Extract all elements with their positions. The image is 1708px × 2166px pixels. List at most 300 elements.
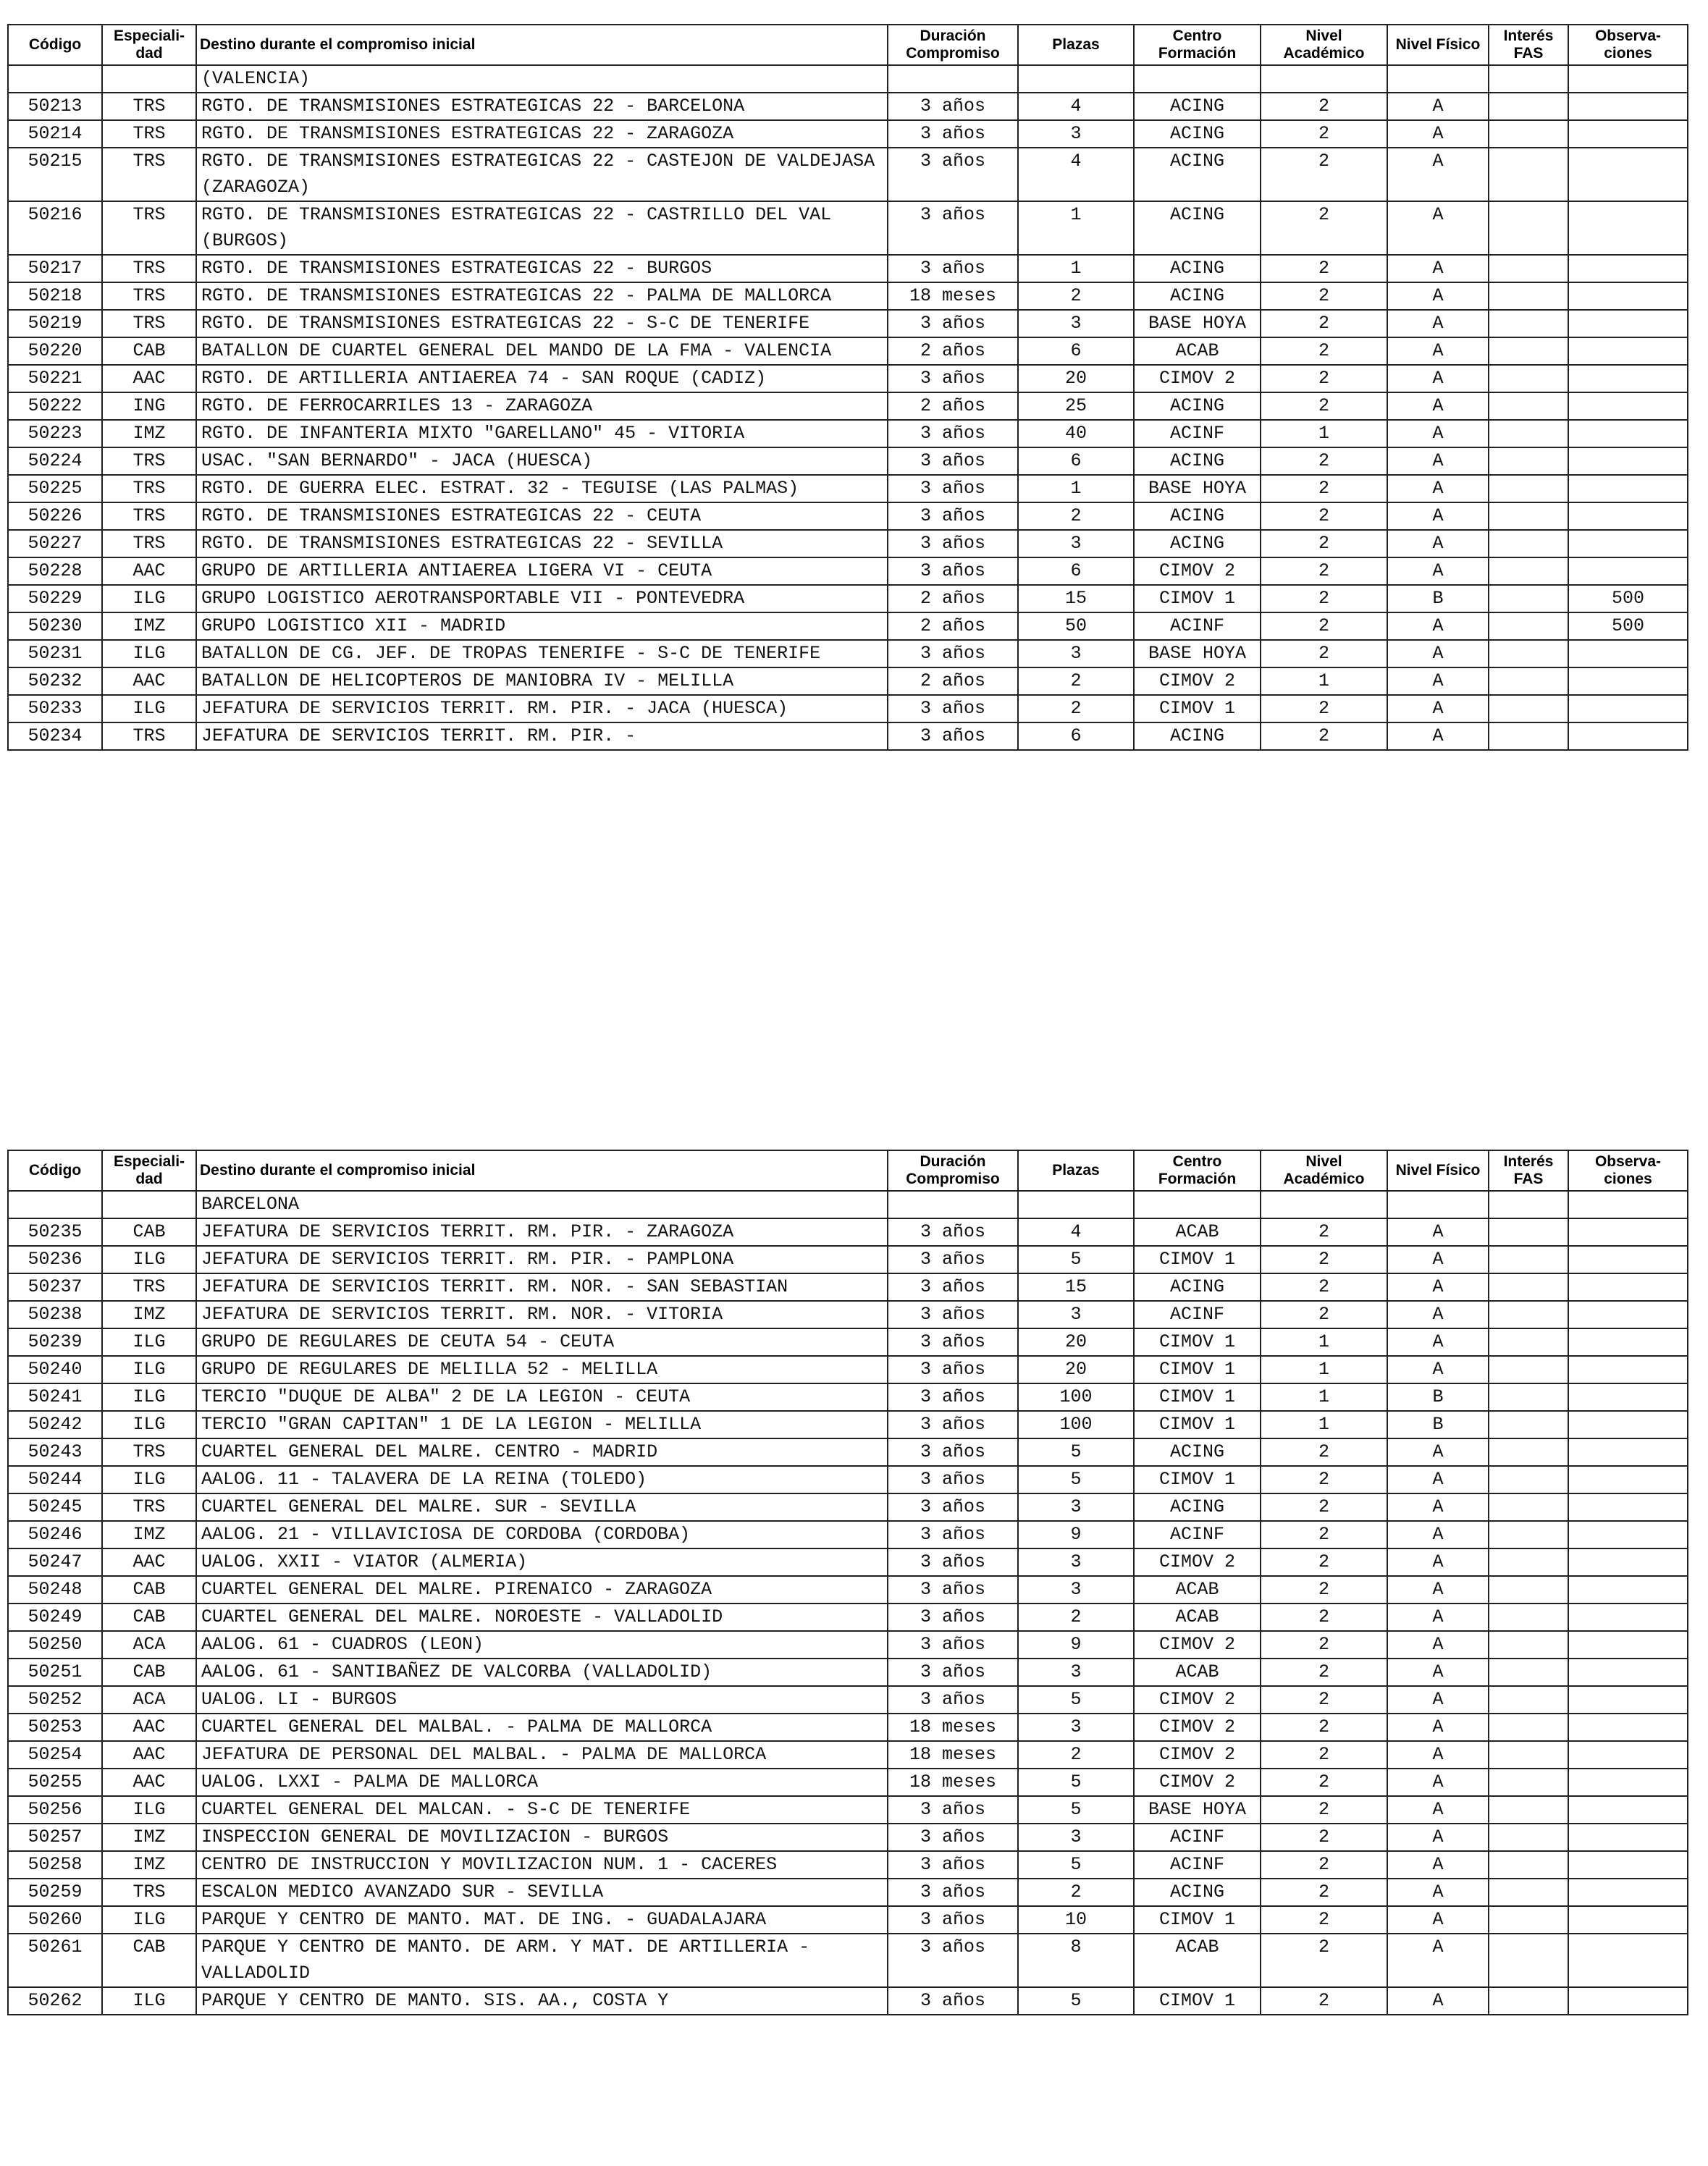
cell-centro: ACING	[1134, 392, 1261, 420]
cell-nivel-fisico: B	[1387, 585, 1489, 612]
cell-duracion: 3 años	[888, 1906, 1018, 1934]
cell-destino: UALOG. XXII - VIATOR (ALMERIA)	[196, 1548, 888, 1576]
cell-interes-fas	[1489, 201, 1568, 255]
cell-interes-fas	[1489, 1246, 1568, 1273]
cell-observaciones	[1568, 1851, 1688, 1879]
cell-centro: CIMOV 2	[1134, 1769, 1261, 1796]
table-row	[8, 1796, 1688, 1824]
cell-nivel-academico: 1	[1261, 1411, 1387, 1438]
cell-nivel-fisico: A	[1387, 557, 1489, 585]
cell-centro: BASE HOYA	[1134, 640, 1261, 667]
cell-observaciones	[1568, 310, 1688, 337]
cell-especialidad: AAC	[102, 365, 196, 392]
cell-observaciones	[1568, 557, 1688, 585]
cell-nivel-fisico: A	[1387, 1906, 1489, 1934]
cell-centro: ACING	[1134, 148, 1261, 201]
header-observaciones: Observa-ciones	[1568, 1150, 1688, 1191]
cell-especialidad: TRS	[102, 148, 196, 201]
table-row	[8, 255, 1688, 282]
cell-especialidad: AAC	[102, 1714, 196, 1741]
cell-destino: CUARTEL GENERAL DEL MALBAL. - PALMA DE MALLORCA	[196, 1714, 888, 1741]
cell-nivel-academico: 2	[1261, 1521, 1387, 1548]
cell-nivel-academico: 2	[1261, 1659, 1387, 1686]
header-codigo: Código	[8, 1150, 102, 1191]
cell-nivel-academico	[1261, 65, 1387, 93]
cell-duracion: 18 meses	[888, 1714, 1018, 1741]
cell-destino: JEFATURA DE SERVICIOS TERRIT. RM. NOR. - VITORIA	[196, 1301, 888, 1328]
cell-observaciones	[1568, 1466, 1688, 1493]
cell-interes-fas	[1489, 1824, 1568, 1851]
cell-plazas: 2	[1018, 282, 1134, 310]
cell-especialidad: TRS	[102, 1879, 196, 1906]
cell-plazas: 5	[1018, 1246, 1134, 1273]
table-row	[8, 1934, 1688, 1987]
destinations-table-2	[7, 1150, 1688, 2015]
cell-nivel-fisico: A	[1387, 502, 1489, 530]
cell-especialidad: TRS	[102, 447, 196, 475]
cell-interes-fas	[1489, 1191, 1568, 1218]
cell-destino: JEFATURA DE SERVICIOS TERRIT. RM. PIR. - PAMPLONA	[196, 1246, 888, 1273]
header-nivel-fisico: Nivel Físico	[1387, 25, 1489, 65]
cell-destino: RGTO. DE TRANSMISIONES ESTRATEGICAS 22 - BURGOS	[196, 255, 888, 282]
cell-duracion: 3 años	[888, 1659, 1018, 1686]
cell-especialidad: IMZ	[102, 1851, 196, 1879]
cell-duracion: 3 años	[888, 1246, 1018, 1273]
cell-duracion: 3 años	[888, 120, 1018, 148]
cell-nivel-fisico: A	[1387, 392, 1489, 420]
cell-observaciones	[1568, 1741, 1688, 1769]
cell-observaciones	[1568, 530, 1688, 557]
cell-nivel-academico: 2	[1261, 1906, 1387, 1934]
cell-especialidad: ILG	[102, 1383, 196, 1411]
cell-especialidad: TRS	[102, 93, 196, 120]
cell-codigo: 50235	[8, 1218, 102, 1246]
cell-destino: AALOG. 21 - VILLAVICIOSA DE CORDOBA (CORDOBA)	[196, 1521, 888, 1548]
cell-interes-fas	[1489, 502, 1568, 530]
cell-observaciones	[1568, 1383, 1688, 1411]
cell-centro: ACING	[1134, 530, 1261, 557]
cell-especialidad: TRS	[102, 310, 196, 337]
cell-centro: CIMOV 1	[1134, 1411, 1261, 1438]
table-row	[8, 1741, 1688, 1769]
cell-destino: GRUPO LOGISTICO AEROTRANSPORTABLE VII - PONTEVEDRA	[196, 585, 888, 612]
cell-interes-fas	[1489, 1631, 1568, 1659]
cell-nivel-fisico: A	[1387, 1301, 1489, 1328]
cell-plazas: 8	[1018, 1934, 1134, 1987]
cell-nivel-fisico: A	[1387, 1521, 1489, 1548]
cell-nivel-fisico: A	[1387, 1934, 1489, 1987]
cell-especialidad: TRS	[102, 722, 196, 750]
cell-observaciones: 500	[1568, 585, 1688, 612]
cell-nivel-fisico: A	[1387, 1659, 1489, 1686]
table-row	[8, 1301, 1688, 1328]
cell-nivel-academico: 2	[1261, 1576, 1387, 1604]
cell-interes-fas	[1489, 1714, 1568, 1741]
cell-duracion: 3 años	[888, 502, 1018, 530]
cell-codigo: 50255	[8, 1769, 102, 1796]
cell-duracion: 3 años	[888, 420, 1018, 447]
cell-observaciones	[1568, 1987, 1688, 2015]
cell-destino: ESCALON MEDICO AVANZADO SUR - SEVILLA	[196, 1879, 888, 1906]
cell-codigo: 50236	[8, 1246, 102, 1273]
cell-nivel-academico: 2	[1261, 148, 1387, 201]
cell-centro: CIMOV 2	[1134, 557, 1261, 585]
cell-centro: CIMOV 2	[1134, 1686, 1261, 1714]
cell-observaciones	[1568, 120, 1688, 148]
cell-especialidad: CAB	[102, 1576, 196, 1604]
cell-observaciones	[1568, 1521, 1688, 1548]
cell-codigo: 50213	[8, 93, 102, 120]
cell-centro: ACAB	[1134, 1604, 1261, 1631]
table-row	[8, 1851, 1688, 1879]
cell-especialidad: AAC	[102, 557, 196, 585]
cell-nivel-academico: 2	[1261, 612, 1387, 640]
cell-codigo: 50247	[8, 1548, 102, 1576]
table-row	[8, 1906, 1688, 1934]
cell-observaciones	[1568, 93, 1688, 120]
cell-codigo: 50215	[8, 148, 102, 201]
cell-especialidad: AAC	[102, 1741, 196, 1769]
cell-observaciones	[1568, 148, 1688, 201]
cell-nivel-academico	[1261, 1191, 1387, 1218]
cell-codigo: 50237	[8, 1273, 102, 1301]
cell-duracion: 3 años	[888, 1631, 1018, 1659]
table-row	[8, 612, 1688, 640]
cell-interes-fas	[1489, 337, 1568, 365]
cell-nivel-academico: 2	[1261, 1438, 1387, 1466]
table-row	[8, 365, 1688, 392]
cell-especialidad: ILG	[102, 1466, 196, 1493]
table-header-row	[8, 25, 1688, 65]
table-row	[8, 1521, 1688, 1548]
cell-centro: ACAB	[1134, 1576, 1261, 1604]
cell-observaciones	[1568, 1906, 1688, 1934]
cell-nivel-academico: 2	[1261, 1218, 1387, 1246]
table-row	[8, 1383, 1688, 1411]
cell-centro: CIMOV 1	[1134, 1466, 1261, 1493]
cell-plazas: 100	[1018, 1383, 1134, 1411]
table-row	[8, 1466, 1688, 1493]
cell-nivel-academico: 2	[1261, 1548, 1387, 1576]
cell-centro: ACING	[1134, 255, 1261, 282]
table-row	[8, 640, 1688, 667]
cell-codigo: 50257	[8, 1824, 102, 1851]
table-row	[8, 1246, 1688, 1273]
cell-interes-fas	[1489, 1218, 1568, 1246]
table-row	[8, 392, 1688, 420]
cell-plazas: 15	[1018, 585, 1134, 612]
cell-duracion: 2 años	[888, 667, 1018, 695]
cell-centro: ACING	[1134, 201, 1261, 255]
cell-duracion: 3 años	[888, 1796, 1018, 1824]
table-row	[8, 475, 1688, 502]
cell-destino: AALOG. 61 - SANTIBAÑEZ DE VALCORBA (VALLADOLID)	[196, 1659, 888, 1686]
cell-interes-fas	[1489, 65, 1568, 93]
cell-especialidad: ILG	[102, 640, 196, 667]
cell-duracion	[888, 1191, 1018, 1218]
cell-nivel-fisico	[1387, 65, 1489, 93]
table-row	[8, 1604, 1688, 1631]
cell-plazas: 6	[1018, 557, 1134, 585]
cell-interes-fas	[1489, 1466, 1568, 1493]
cell-codigo: 50262	[8, 1987, 102, 2015]
cell-plazas: 15	[1018, 1273, 1134, 1301]
cell-especialidad: ILG	[102, 1411, 196, 1438]
cell-interes-fas	[1489, 530, 1568, 557]
cell-nivel-fisico: A	[1387, 667, 1489, 695]
cell-destino: UALOG. LI - BURGOS	[196, 1686, 888, 1714]
cell-duracion: 3 años	[888, 1686, 1018, 1714]
cell-codigo: 50221	[8, 365, 102, 392]
cell-observaciones	[1568, 1493, 1688, 1521]
header-plazas: Plazas	[1018, 25, 1134, 65]
cell-centro: ACING	[1134, 447, 1261, 475]
cell-interes-fas	[1489, 612, 1568, 640]
cell-destino: RGTO. DE TRANSMISIONES ESTRATEGICAS 22 - SEVILLA	[196, 530, 888, 557]
cell-nivel-academico: 2	[1261, 1604, 1387, 1631]
cell-interes-fas	[1489, 1438, 1568, 1466]
cell-nivel-academico: 2	[1261, 1273, 1387, 1301]
cell-plazas: 3	[1018, 1301, 1134, 1328]
cell-codigo	[8, 65, 102, 93]
cell-interes-fas	[1489, 310, 1568, 337]
cell-centro: CIMOV 2	[1134, 1548, 1261, 1576]
cell-observaciones	[1568, 1686, 1688, 1714]
cell-plazas: 3	[1018, 1493, 1134, 1521]
cell-destino: RGTO. DE TRANSMISIONES ESTRATEGICAS 22 - CEUTA	[196, 502, 888, 530]
table-row	[8, 1824, 1688, 1851]
cell-observaciones	[1568, 1328, 1688, 1356]
cell-nivel-academico: 2	[1261, 365, 1387, 392]
cell-nivel-academico: 2	[1261, 695, 1387, 722]
cell-nivel-fisico: A	[1387, 1851, 1489, 1879]
cell-plazas: 1	[1018, 475, 1134, 502]
cell-codigo: 50246	[8, 1521, 102, 1548]
cell-nivel-academico: 2	[1261, 585, 1387, 612]
destinations-table-1	[7, 24, 1688, 751]
cell-nivel-academico: 1	[1261, 420, 1387, 447]
cell-centro: CIMOV 1	[1134, 585, 1261, 612]
cell-plazas: 2	[1018, 1604, 1134, 1631]
cell-duracion: 3 años	[888, 1438, 1018, 1466]
cell-destino: INSPECCION GENERAL DE MOVILIZACION - BURGOS	[196, 1824, 888, 1851]
cell-duracion: 3 años	[888, 1383, 1018, 1411]
cell-nivel-fisico: A	[1387, 475, 1489, 502]
cell-destino: BARCELONA	[196, 1191, 888, 1218]
cell-interes-fas	[1489, 392, 1568, 420]
cell-especialidad	[102, 1191, 196, 1218]
table-row	[8, 667, 1688, 695]
cell-nivel-fisico: A	[1387, 1246, 1489, 1273]
cell-especialidad: IMZ	[102, 612, 196, 640]
cell-especialidad: AAC	[102, 1769, 196, 1796]
cell-duracion: 3 años	[888, 1824, 1018, 1851]
cell-destino: CENTRO DE INSTRUCCION Y MOVILIZACION NUM. 1 - CACERES	[196, 1851, 888, 1879]
cell-codigo: 50259	[8, 1879, 102, 1906]
table-row	[8, 447, 1688, 475]
cell-interes-fas	[1489, 1411, 1568, 1438]
cell-destino: RGTO. DE TRANSMISIONES ESTRATEGICAS 22 - CASTRILLO DEL VAL (BURGOS)	[196, 201, 888, 255]
cell-destino: JEFATURA DE SERVICIOS TERRIT. RM. PIR. -	[196, 722, 888, 750]
cell-plazas: 6	[1018, 337, 1134, 365]
cell-especialidad: IMZ	[102, 1824, 196, 1851]
cell-especialidad: ILG	[102, 1246, 196, 1273]
cell-especialidad: ACA	[102, 1631, 196, 1659]
cell-centro: ACAB	[1134, 1218, 1261, 1246]
cell-interes-fas	[1489, 667, 1568, 695]
cell-nivel-academico: 2	[1261, 1769, 1387, 1796]
cell-plazas	[1018, 65, 1134, 93]
cell-duracion: 3 años	[888, 1521, 1018, 1548]
cell-nivel-fisico: A	[1387, 1576, 1489, 1604]
cell-codigo: 50229	[8, 585, 102, 612]
cell-codigo: 50256	[8, 1796, 102, 1824]
cell-plazas: 50	[1018, 612, 1134, 640]
cell-nivel-fisico: A	[1387, 1438, 1489, 1466]
cell-centro: BASE HOYA	[1134, 1796, 1261, 1824]
cell-especialidad: CAB	[102, 1218, 196, 1246]
cell-nivel-fisico	[1387, 1191, 1489, 1218]
cell-nivel-fisico: A	[1387, 1741, 1489, 1769]
cell-observaciones	[1568, 475, 1688, 502]
cell-centro: ACAB	[1134, 1934, 1261, 1987]
cell-centro: CIMOV 1	[1134, 1246, 1261, 1273]
cell-plazas: 5	[1018, 1438, 1134, 1466]
cell-interes-fas	[1489, 1273, 1568, 1301]
cell-observaciones	[1568, 420, 1688, 447]
cell-interes-fas	[1489, 475, 1568, 502]
cell-plazas: 6	[1018, 447, 1134, 475]
table-row	[8, 1493, 1688, 1521]
cell-observaciones	[1568, 255, 1688, 282]
cell-codigo: 50214	[8, 120, 102, 148]
cell-interes-fas	[1489, 255, 1568, 282]
cell-nivel-academico: 2	[1261, 1631, 1387, 1659]
header-centro: Centro Formación	[1134, 25, 1261, 65]
cell-centro	[1134, 1191, 1261, 1218]
cell-codigo: 50238	[8, 1301, 102, 1328]
cell-codigo: 50252	[8, 1686, 102, 1714]
cell-duracion: 2 años	[888, 612, 1018, 640]
table-row	[8, 1987, 1688, 2015]
cell-interes-fas	[1489, 640, 1568, 667]
cell-codigo: 50219	[8, 310, 102, 337]
cell-nivel-fisico: A	[1387, 1686, 1489, 1714]
cell-nivel-fisico: A	[1387, 1466, 1489, 1493]
cell-centro: ACAB	[1134, 1659, 1261, 1686]
cell-especialidad: ILG	[102, 1796, 196, 1824]
cell-especialidad: TRS	[102, 201, 196, 255]
cell-nivel-fisico: A	[1387, 1218, 1489, 1246]
cell-duracion: 18 meses	[888, 1741, 1018, 1769]
header-duracion: Duración Compromiso	[888, 1150, 1018, 1191]
cell-duracion: 2 años	[888, 337, 1018, 365]
cell-plazas: 5	[1018, 1769, 1134, 1796]
cell-observaciones	[1568, 1659, 1688, 1686]
cell-centro: ACINF	[1134, 1851, 1261, 1879]
cell-codigo: 50244	[8, 1466, 102, 1493]
table-row	[8, 1328, 1688, 1356]
cell-observaciones	[1568, 1934, 1688, 1987]
cell-duracion: 3 años	[888, 557, 1018, 585]
cell-especialidad: ACA	[102, 1686, 196, 1714]
header-plazas: Plazas	[1018, 1150, 1134, 1191]
cell-nivel-fisico: A	[1387, 420, 1489, 447]
cell-plazas: 4	[1018, 93, 1134, 120]
cell-centro: ACINF	[1134, 1824, 1261, 1851]
cell-codigo: 50239	[8, 1328, 102, 1356]
cell-destino: PARQUE Y CENTRO DE MANTO. SIS. AA., COSTA Y	[196, 1987, 888, 2015]
cell-interes-fas	[1489, 1356, 1568, 1383]
cell-centro: BASE HOYA	[1134, 310, 1261, 337]
cell-nivel-academico: 2	[1261, 530, 1387, 557]
cell-duracion: 3 años	[888, 201, 1018, 255]
cell-codigo: 50233	[8, 695, 102, 722]
cell-interes-fas	[1489, 1796, 1568, 1824]
cell-centro: ACING	[1134, 1879, 1261, 1906]
cell-plazas: 2	[1018, 502, 1134, 530]
cell-nivel-academico: 2	[1261, 337, 1387, 365]
cell-codigo: 50224	[8, 447, 102, 475]
cell-observaciones	[1568, 640, 1688, 667]
cell-centro: CIMOV 1	[1134, 695, 1261, 722]
cell-duracion: 3 años	[888, 640, 1018, 667]
cell-nivel-academico: 1	[1261, 1383, 1387, 1411]
cell-codigo: 50251	[8, 1659, 102, 1686]
cell-centro: CIMOV 2	[1134, 667, 1261, 695]
cell-destino: GRUPO DE REGULARES DE CEUTA 54 - CEUTA	[196, 1328, 888, 1356]
cell-codigo: 50242	[8, 1411, 102, 1438]
cell-nivel-fisico: A	[1387, 201, 1489, 255]
cell-nivel-fisico: B	[1387, 1411, 1489, 1438]
cell-codigo: 50234	[8, 722, 102, 750]
cell-interes-fas	[1489, 1741, 1568, 1769]
table-row	[8, 1879, 1688, 1906]
cell-centro: ACINF	[1134, 1301, 1261, 1328]
cell-nivel-fisico: A	[1387, 1356, 1489, 1383]
cell-destino: RGTO. DE FERROCARRILES 13 - ZARAGOZA	[196, 392, 888, 420]
table-row	[8, 65, 1688, 93]
table-row	[8, 1356, 1688, 1383]
cell-centro: ACINF	[1134, 420, 1261, 447]
cell-codigo: 50240	[8, 1356, 102, 1383]
cell-especialidad: ING	[102, 392, 196, 420]
cell-nivel-fisico: A	[1387, 1769, 1489, 1796]
cell-duracion: 3 años	[888, 722, 1018, 750]
table-row	[8, 201, 1688, 255]
cell-destino: RGTO. DE INFANTERIA MIXTO "GARELLANO" 45 - VITORIA	[196, 420, 888, 447]
cell-especialidad: TRS	[102, 1493, 196, 1521]
cell-plazas: 5	[1018, 1987, 1134, 2015]
cell-interes-fas	[1489, 1879, 1568, 1906]
cell-nivel-fisico: A	[1387, 695, 1489, 722]
cell-centro: CIMOV 2	[1134, 365, 1261, 392]
cell-interes-fas	[1489, 1769, 1568, 1796]
cell-centro: ACING	[1134, 282, 1261, 310]
cell-nivel-academico: 2	[1261, 1714, 1387, 1741]
cell-especialidad: TRS	[102, 282, 196, 310]
cell-destino: CUARTEL GENERAL DEL MALRE. PIRENAICO - ZARAGOZA	[196, 1576, 888, 1604]
cell-duracion: 3 años	[888, 1356, 1018, 1383]
cell-interes-fas	[1489, 695, 1568, 722]
cell-observaciones	[1568, 282, 1688, 310]
cell-nivel-academico: 2	[1261, 640, 1387, 667]
cell-observaciones	[1568, 447, 1688, 475]
table-row	[8, 310, 1688, 337]
cell-plazas: 3	[1018, 1548, 1134, 1576]
cell-especialidad: CAB	[102, 337, 196, 365]
cell-centro: ACING	[1134, 120, 1261, 148]
